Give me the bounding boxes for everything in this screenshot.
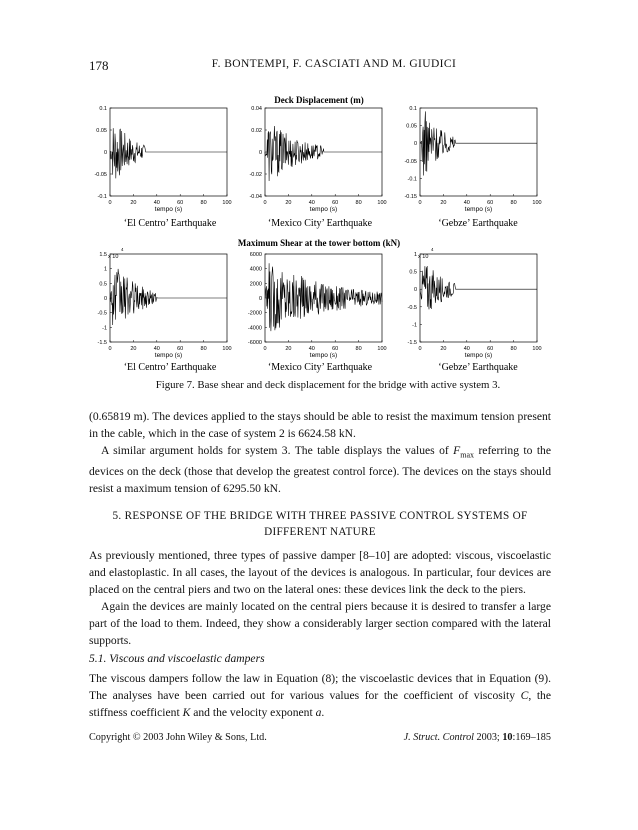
shear-mexico-ytick-label: 4000 xyxy=(249,266,262,273)
shear-elcentro-multiplier-exp: 4 xyxy=(121,247,124,252)
paragraph-2a: As previously mentioned, three types of passive damper [8–10] are adopted: viscous, viscoelastic and elastoplastic. In all cases, the layout of the devices is analogous. In particular, four devices are placed on the central piers and two on the lateral ones: these devices link the deck to the piers. xyxy=(89,549,551,596)
shear-gebze-ytick-label: 0.5 xyxy=(409,269,417,276)
shear-elcentro-multiplier: x 10 xyxy=(108,254,119,260)
shear-gebze-ytick-label: -0.5 xyxy=(407,304,417,311)
deck-gebze-ytick-label: -0.1 xyxy=(407,176,417,183)
shear-gebze-caption: ‘Gebze’ Earthquake xyxy=(438,362,518,373)
deck-mexico-xtick-label: 60 xyxy=(332,200,339,206)
shear-gebze-xtick-label: 20 xyxy=(440,346,447,352)
deck-mexico-xtick-label: 20 xyxy=(285,200,292,206)
deck-mexico-xtick-label: 40 xyxy=(308,200,315,206)
deck-elcentro-ytick-label: -0.05 xyxy=(94,172,107,178)
shear-elcentro-xtick-label: 40 xyxy=(153,346,160,352)
shear-elcentro-xtick-label: 60 xyxy=(177,346,184,352)
deck-elcentro-ytick-label: 0 xyxy=(103,150,107,156)
deck-mexico-xtick-label: 100 xyxy=(377,200,387,206)
deck-elcentro-xtick-label: 60 xyxy=(177,200,184,206)
deck-elcentro-xtick-label: 80 xyxy=(200,200,207,206)
row1-title: Deck Displacement (m) xyxy=(274,95,364,105)
shear-gebze-xtick-label: 60 xyxy=(487,346,494,352)
deck-gebze-xtick-label: 40 xyxy=(463,200,470,206)
shear-elcentro-ytick-label: -1 xyxy=(102,325,107,332)
subsection-heading: 5.1. Viscous and viscoelastic dampers xyxy=(89,652,265,665)
deck-elcentro-ytick-label: 0.1 xyxy=(99,106,107,112)
deck-gebze-xtick-label: 20 xyxy=(440,200,447,206)
deck-mexico-series xyxy=(265,126,382,181)
deck-gebze-xtick-label: 60 xyxy=(487,200,494,206)
shear-gebze-ytick-label: 1 xyxy=(413,252,417,258)
shear-mexico-ytick-label: -6000 xyxy=(247,340,262,346)
deck-gebze-ytick-label: 0.05 xyxy=(406,123,417,130)
deck-mexico-ytick-label: -0.04 xyxy=(249,194,262,200)
copyright: Copyright © 2003 John Wiley & Sons, Ltd. xyxy=(89,732,267,743)
shear-gebze-xtick-label: 80 xyxy=(510,346,517,352)
section-heading: 5. RESPONSE OF THE BRIDGE WITH THREE PASSIVE CONTROL SYSTEMS OF DIFFERENT NATURE xyxy=(112,510,528,538)
deck-mexico-xtick-label: 0 xyxy=(263,200,267,206)
deck-elcentro-xtick-label: 0 xyxy=(108,200,112,206)
deck-mexico-ytick-label: -0.02 xyxy=(249,172,262,178)
deck-mexico-ytick-label: 0.04 xyxy=(251,106,262,112)
shear-elcentro-series xyxy=(110,269,227,325)
row2-title: Maximum Shear at the tower bottom (kN) xyxy=(237,238,401,248)
shear-gebze-xtick-label: 100 xyxy=(532,346,542,352)
paragraph-2b: Again the devices are mainly located on the central piers because it is desired to transfer a large part of the load to them. Indeed, they show a considerably larger section compared with the lateral supports. xyxy=(89,600,551,647)
deck-gebze-ytick-label: -0.15 xyxy=(404,194,417,200)
deck-mexico-xlabel: tempo (s) xyxy=(309,206,338,213)
shear-elcentro-ytick-label: -1.5 xyxy=(97,340,107,346)
shear-mexico-ytick-label: 2000 xyxy=(249,281,262,288)
deck-elcentro-caption: ‘El Centro’ Earthquake xyxy=(123,218,217,229)
deck-elcentro-ytick-label: 0.05 xyxy=(96,128,107,134)
shear-elcentro-xtick-label: 20 xyxy=(130,346,137,352)
deck-gebze-ytick-label: 0.1 xyxy=(409,106,417,112)
running-header: F. BONTEMPI, F. CASCIATI AND M. GIUDICI xyxy=(211,58,457,70)
shear-mexico-xtick-label: 100 xyxy=(377,346,387,352)
shear-mexico-series xyxy=(265,263,382,331)
shear-elcentro-caption: ‘El Centro’ Earthquake xyxy=(123,362,217,373)
deck-mexico-ytick-label: 0.02 xyxy=(251,128,262,134)
deck-gebze-xtick-label: 80 xyxy=(510,200,517,206)
shear-elcentro-ytick-label: 0.5 xyxy=(99,281,107,288)
shear-mexico-xtick-label: 40 xyxy=(308,346,315,352)
shear-gebze-xlabel: tempo (s) xyxy=(464,352,493,359)
deck-gebze-caption: ‘Gebze’ Earthquake xyxy=(438,218,518,229)
deck-elcentro-xtick-label: 100 xyxy=(222,200,232,206)
shear-elcentro-ytick-label: 1.5 xyxy=(99,252,107,258)
paragraph-1 xyxy=(89,408,551,497)
shear-gebze-xtick-label: 0 xyxy=(418,346,422,352)
deck-gebze-ytick-label: -0.05 xyxy=(404,158,417,165)
shear-gebze-ytick-label: -1 xyxy=(412,322,417,329)
paragraph-2 xyxy=(89,547,551,649)
shear-elcentro-xtick-label: 80 xyxy=(200,346,207,352)
shear-mexico-ytick-label: 6000 xyxy=(249,252,262,258)
deck-elcentro-xtick-label: 20 xyxy=(130,200,137,206)
deck-mexico-xtick-label: 80 xyxy=(355,200,362,206)
shear-elcentro-xtick-label: 0 xyxy=(108,346,112,352)
deck-gebze-xtick-label: 100 xyxy=(532,200,542,206)
paragraph-3: The viscous dampers follow the law in Equation (8); the viscoelastic devices that in Equation (9). The analyses have been carried out for various values for the coefficient of viscosity C, the stiffness coefficient K and the velocity exponent a. xyxy=(89,672,552,719)
shear-gebze-xtick-label: 40 xyxy=(463,346,470,352)
shear-elcentro-ytick-label: 0 xyxy=(103,296,107,302)
shear-elcentro-xtick-label: 100 xyxy=(222,346,232,352)
shear-mexico-ytick-label: -4000 xyxy=(247,325,262,332)
figure-7 xyxy=(0,0,638,380)
page-number: 178 xyxy=(89,58,109,73)
shear-mexico-xtick-label: 0 xyxy=(263,346,267,352)
deck-elcentro-series xyxy=(110,128,227,178)
deck-elcentro-xlabel: tempo (s) xyxy=(154,206,183,213)
paragraph-1a: (0.65819 m). The devices applied to the stays should be able to resist the maximum tension present in the cable, which in the case of system 2 is 6624.58 kN. xyxy=(89,410,551,440)
shear-gebze-multiplier-exp: 4 xyxy=(431,247,434,252)
deck-elcentro-ytick-label: -0.1 xyxy=(97,194,107,200)
shear-gebze-ytick-label: -1.5 xyxy=(407,340,417,346)
journal-citation: J. Struct. Control 2003; 10:169–185 xyxy=(403,732,551,743)
shear-elcentro-ytick-label: -0.5 xyxy=(97,310,107,317)
shear-gebze-ytick-label: 0 xyxy=(413,287,417,294)
shear-elcentro-xlabel: tempo (s) xyxy=(154,352,183,359)
shear-elcentro-ytick-label: 1 xyxy=(103,266,107,273)
shear-mexico-xlabel: tempo (s) xyxy=(309,352,338,359)
figure-caption: Figure 7. Base shear and deck displacement for the bridge with active system 3. xyxy=(155,379,501,391)
shear-mexico-ytick-label: 0 xyxy=(258,296,262,302)
shear-mexico-ytick-label: -2000 xyxy=(247,310,262,317)
shear-mexico-caption: ‘Mexico City’ Earthquake xyxy=(267,362,373,373)
shear-mexico-xtick-label: 60 xyxy=(332,346,339,352)
deck-gebze-xlabel: tempo (s) xyxy=(464,206,493,213)
deck-elcentro-xtick-label: 40 xyxy=(153,200,160,206)
shear-gebze-series xyxy=(420,266,537,309)
deck-gebze-ytick-label: 0 xyxy=(413,141,417,148)
deck-mexico-caption: ‘Mexico City’ Earthquake xyxy=(267,218,373,229)
deck-gebze-xtick-label: 0 xyxy=(418,200,422,206)
deck-gebze-series xyxy=(420,111,537,175)
paragraph-1b: A similar argument holds for system 3. The table displays the values of $F_{max}$ referring to the devices on the deck (those that develop the greatest control force). The devices on the stays should resist a maximum tension of 6295.50 kN. xyxy=(89,444,551,496)
shear-gebze-multiplier: x 10 xyxy=(418,254,429,260)
deck-mexico-ytick-label: 0 xyxy=(258,150,262,156)
shear-mexico-xtick-label: 20 xyxy=(285,346,292,352)
shear-mexico-xtick-label: 80 xyxy=(355,346,362,352)
